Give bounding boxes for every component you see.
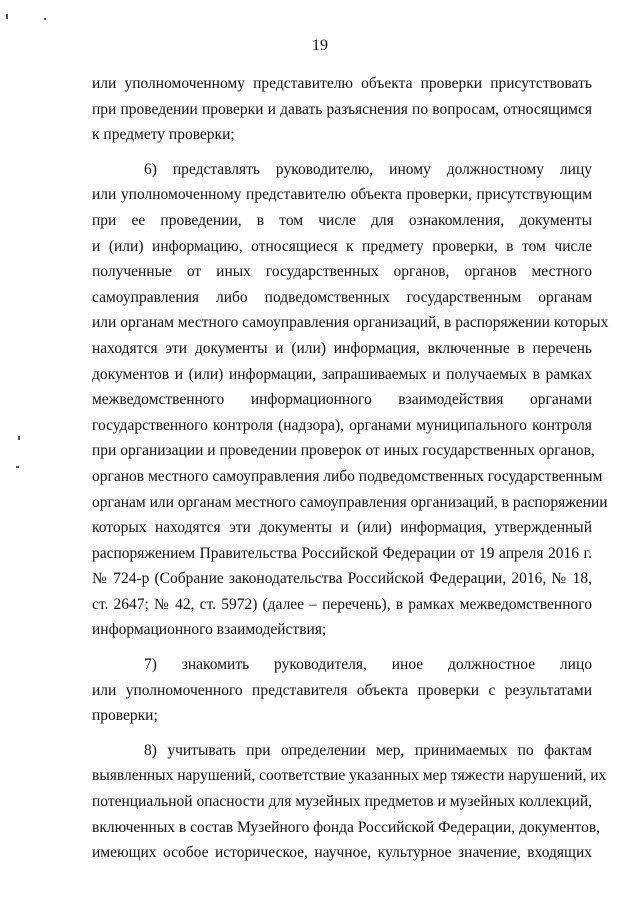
paragraph-gap	[92, 148, 592, 157]
paragraph-item-6	[92, 157, 609, 643]
text-line: при проведении проверки и давать разъяснения по вопросам, относящимся	[92, 100, 592, 118]
text-line: информационного взаимодействия;	[92, 621, 327, 639]
text-line: распоряжением Правительства Российской Федерации от 19 апреля 2016 г.	[92, 544, 592, 562]
text-line: полученные от иных государственных органов, органов местного	[92, 263, 592, 281]
paragraph-item-7	[92, 652, 592, 729]
text-line: самоуправления либо подведомственных государственным органам	[92, 288, 592, 306]
scan-artifact-mark	[16, 466, 19, 468]
text-line: государственного контроля (надзора), органами муниципального контроля	[92, 416, 592, 434]
text-line: выявленных нарушений, соответствие указанных мер тяжести нарушений, их	[92, 767, 607, 785]
text-line: имеющих особое историческое, научное, культурное значение, входящих	[92, 844, 592, 862]
text-line: органов местного самоуправления либо подведомственных государственным	[92, 467, 603, 485]
text-line: которых находятся эти документы и (или) информация, утвержденный	[92, 519, 592, 537]
list-item-marker-line: 7) знакомить руководителя, иное должностное лицо	[144, 656, 592, 674]
text-line: межведомственного информационного взаимодействия органами	[92, 391, 592, 409]
text-line: к предмету проверки;	[92, 126, 235, 144]
text-line: ст. 2647; № 42, ст. 5972) (далее – перечень), в рамках межведомственного	[92, 595, 592, 613]
list-item-marker-line: 8) учитывать при определении мер, принимаемых по фактам	[144, 741, 592, 759]
text-line: проверки;	[92, 707, 158, 725]
text-line: при ее проведении, в том числе для ознакомления, документы	[92, 211, 592, 229]
paragraph-continuation	[92, 71, 592, 148]
scan-artifact-mark	[18, 436, 20, 440]
paragraph-gap	[92, 729, 592, 738]
scan-artifact-mark	[44, 18, 46, 20]
scan-artifact-mark	[6, 14, 8, 19]
list-item-marker-line: 6) представлять руководителю, иному должностному лицу	[144, 160, 592, 178]
page-number: 19	[312, 37, 328, 54]
text-line: № 724-р (Собрание законодательства Российской Федерации, 2016, № 18,	[92, 570, 592, 588]
paragraph-item-8	[92, 738, 607, 866]
text-line: при организации и проведении проверок от иных государственных органов,	[92, 442, 595, 460]
text-line: или уполномоченному представителю объекта проверки, присутствующим	[92, 186, 592, 204]
text-line: или органам местного самоуправления организаций, в распоряжении которых	[92, 314, 609, 332]
text-line: и (или) информацию, относящиеся к предмету проверки, в том числе	[92, 237, 592, 255]
text-line: документов и (или) информации, запрашиваемых и получаемых в рамках	[92, 365, 592, 383]
text-line: или уполномоченному представителю объекта проверки присутствовать	[92, 75, 592, 92]
text-line: включенных в состав Музейного фонда Российской Федерации, документов,	[92, 818, 601, 836]
text-line: потенциальной опасности для музейных предметов и музейных коллекций,	[92, 793, 592, 811]
text-line: или уполномоченного представителя объекта проверки с результатами	[92, 681, 592, 699]
document-body	[92, 71, 609, 866]
text-line: находятся эти документы и (или) информация, включенные в перечень	[92, 339, 592, 357]
paragraph-gap	[92, 643, 592, 652]
text-line: органам или органам местного самоуправления организаций, в распоряжении	[92, 493, 608, 511]
